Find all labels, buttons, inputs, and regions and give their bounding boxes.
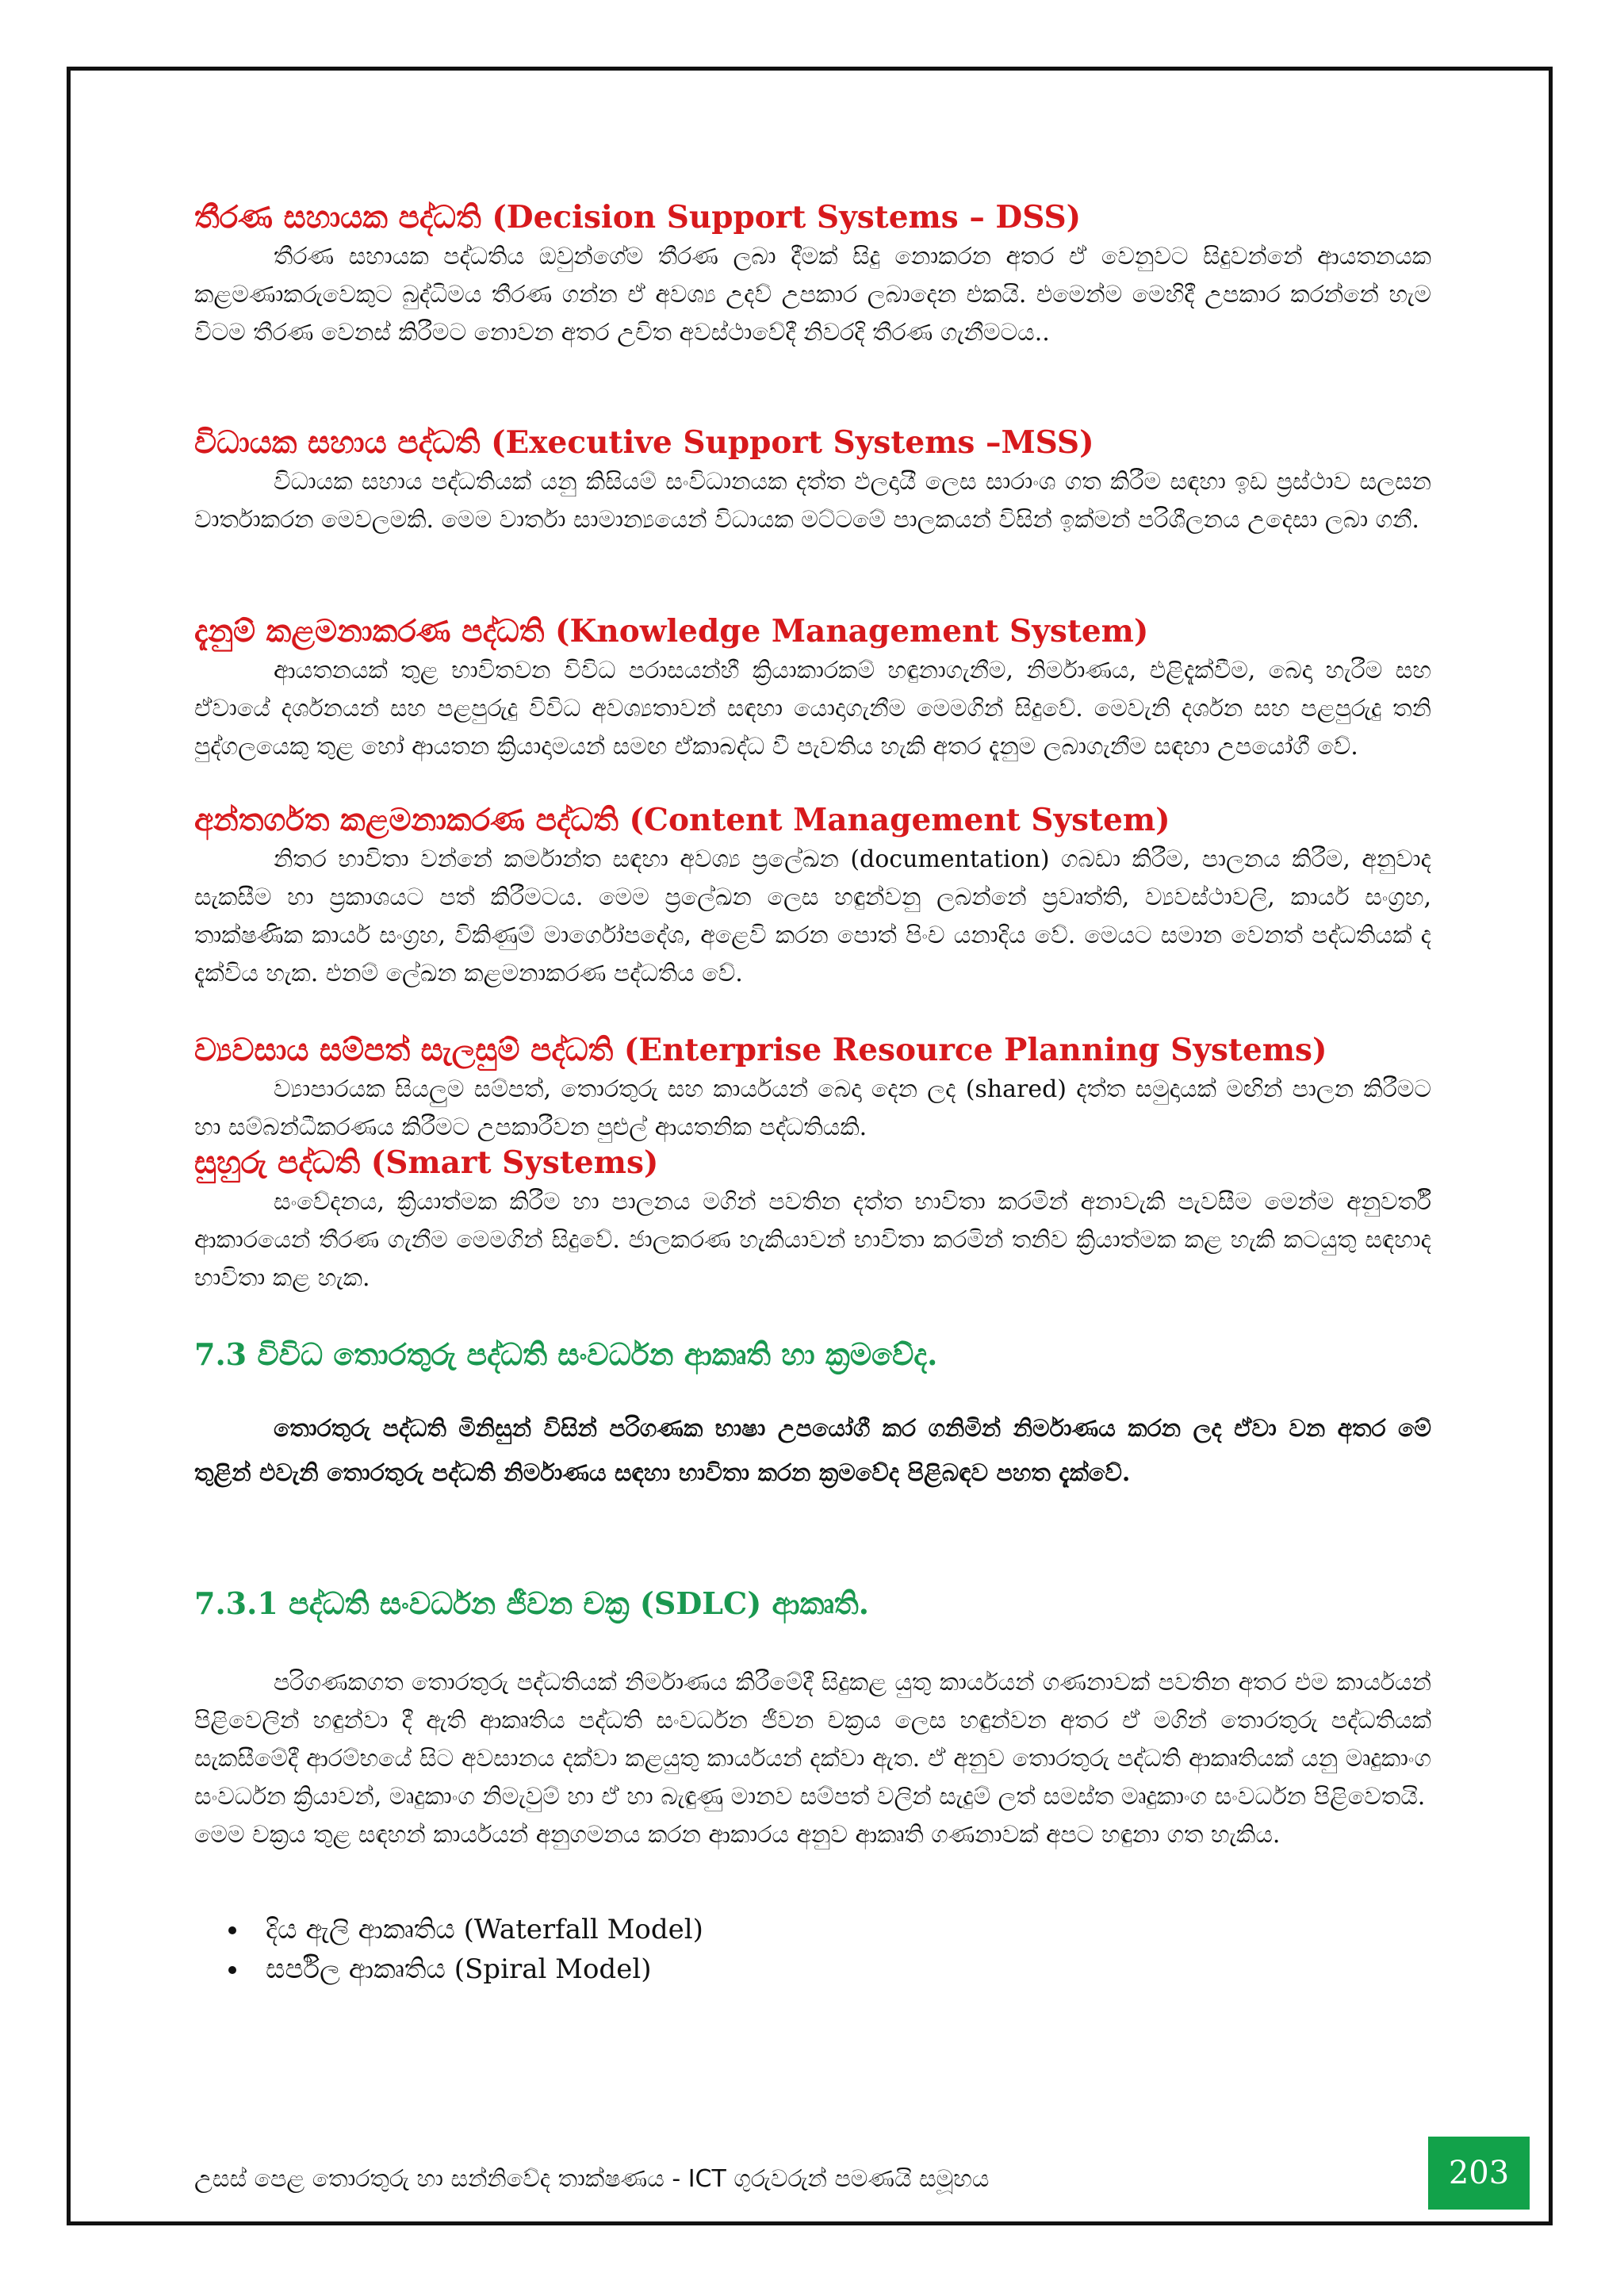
heading-number: 7.3.1 <box>194 1585 278 1621</box>
heading-sinhala: අන්තර්ගත කළමනාකරණ පද්ධති <box>194 802 619 838</box>
section-7-3-body: තොරතුරු පද්ධති මිනිසුන් විසින් පරිගණක භාෂා උපයෝගී කර ගනිමින් නිර්මාණය කරන ලද ඒවා වන අතර මේ තුළින් එවැනි තොරතුරු පද්ධති නිර්මාණය සඳහා භාවිතා කරන ක්‍රමවේද පිළිබඳව පහත දැක්වේ. <box>194 1415 1431 1487</box>
heading-sinhala: තීරණ සහායක පද්ධති <box>194 199 481 236</box>
section-body: විධායක සහාය පද්ධතියක් යනු කිසියම් සංවිධානයක දත්ත ඵලදායී ලෙස සාරාංශ ගත කිරීම සඳහා ඉඩ ප්‍රස්ථාව සලසන වාර්තාකරන මෙවලමකි. මෙම වාර්තා සාමාන්‍යයෙන් විධායක මට්ටමේ පාලකයන් විසින් ඉක්මන් පරිශීලනය උදෙසා ලබා ගනී. <box>194 468 1431 534</box>
list-item: • සර්පිල ආකෘතිය (Spiral Model) <box>250 1949 1431 1989</box>
section-heading <box>194 1142 1431 1183</box>
section-kms <box>194 611 1431 766</box>
heading-english: (Executive Support Systems –MSS) <box>491 424 1094 461</box>
section-7-3-heading <box>194 1334 1431 1375</box>
section-body: සංවේදනය, ක්‍රියාත්මක කිරීම හා පාලනය මගින් පවතින දත්ත භාවිතා කරමින් අනාවැකි පැවසීම මෙන්ම අනුවර්තී ආකාරයෙන් තීරණ ගැනීම මෙමගින් සිදුවේ. ජාලකරණ හැකියාවන් භාවිතා කරමින් තනිව ක්‍රියාත්මක කළ හැකි කටයුතු සඳහාද භාවිතා කළ හැක. <box>194 1188 1431 1292</box>
heading-sinhala: දැනුම් කළමනාකරණ පද්ධති <box>194 613 545 650</box>
section-ess <box>194 422 1431 539</box>
section-7-3-1-body-2: මෙම චක්‍රය තුළ සඳහන් කාර්යයන් අනුගමනය කරන ආකාරය අනුව ආකෘති ගණනාවක් අපට හඳුනා ගත හැකිය. <box>194 1821 1281 1849</box>
heading-text: පද්ධති සංවර්ධන ජීවන චක්‍ර <box>289 1585 630 1621</box>
heading-sinhala: සුහුරු පද්ධති <box>194 1144 361 1181</box>
heading-sinhala: ව්‍යවසාය සම්පත් සැලසුම් පද්ධති <box>194 1032 614 1068</box>
section-7-3-1 <box>194 1583 1431 1989</box>
heading-number: 7.3 <box>194 1336 247 1372</box>
section-heading <box>194 197 1431 238</box>
section-dss <box>194 197 1431 352</box>
section-body: නිතර භාවිතා වන්නේ කර්මාන්ත සඳහා අවශ්‍ය ප්‍රලේඛන (documentation) ගබඩා කිරීම, පාලනය කිරීම, අනුවාද සැකසීම හා ප්‍රකාශයට පත් කිරීමටය. මෙම ප්‍රලේඛන ලෙස හඳුන්වනු ලබන්නේ ප්‍රවෘත්ති, ව්‍යවස්ථාවලි, කාර්ය සංග්‍රහ, තාක්ෂණික කාර්ය සංග්‍රහ, විකිණුම් මාර්ගෝපදේශ, අළෙවි කරන පොත් පිංච යනාදිය වේ. මෙයට සමාන වෙනත් පද්ධතියක් ද දැක්විය හැක. එනම් ලේඛන කළමනාකරණ පද්ධතිය වේ. <box>194 845 1431 987</box>
section-heading <box>194 1029 1431 1071</box>
page-number-badge: 203 <box>1428 2137 1530 2210</box>
footer-text: උසස් පෙළ තොරතුරු හා සන්නිවේද තාක්ෂණය - ICT ගුරුවරුන් පමණයි සමූහය <box>194 2165 990 2193</box>
heading-english: (Content Management System) <box>629 802 1170 838</box>
heading-abbr: (SDLC) <box>639 1585 762 1621</box>
heading-sinhala: විධායක සහාය පද්ධති <box>194 424 481 461</box>
list-item: • දිය ඇලි ආකෘතිය (Waterfall Model) <box>250 1910 1431 1949</box>
section-body: තීරණ සහායක පද්ධතිය ඔවුන්ගේම තීරණ ලබා දීමක් සිදු නොකරන අතර ඒ වෙනුවට සිදුවන්නේ ආයතනයක කළමණාකරුවෙකුට බුද්ධිමය තීරණ ගන්න ඒ අවශ්‍ය උදව් උපකාර ලබාදෙන එකයි. එමෙන්ම මෙහිදී උපකාර කරන්නේ හැම විටම තීරණ වෙනස් කිරීමට නොවන අතර උචිත අවස්ථාවේදී නිවරදි තීරණ ගැනීමටය.. <box>194 243 1431 347</box>
heading-text: විවිධ තොරතුරු පද්ධති සංවර්ධන ආකෘති හා ක්‍රමවේද. <box>257 1336 938 1372</box>
section-7-3-1-heading <box>194 1583 1431 1624</box>
heading-suffix: ආකෘති. <box>772 1585 869 1621</box>
section-7-3 <box>194 1334 1431 1496</box>
section-7-3-1-body: පරිගණකගත තොරතුරු පද්ධතියක් නිර්මාණය කිරීමේදී සිදුකළ යුතු කාර්යයන් ගණනාවක් පවතින අතර එම කාර්යයන් පිළිවෙලින් හඳුන්වා දී ඇති ආකෘතිය පද්ධති සංවර්ධන ජීවන චක්‍රය ලෙස හඳුන්වන අතර ඒ මගින් තොරතුරු පද්ධතියක් සැකසීමේදී ආරම්භයේ සිට අවසානය දක්වා කළයුතු කාර්යයන් දක්වා ඇත. ඒ අනුව තොරතුරු පද්ධති ආකෘතියක් යනු මෘදුකාංග සංවර්ධන ක්‍රියාවන්, මෘදුකාංග නිමැවුම් හා ඒ හා බැඳුණු මානව සම්පත් වලින් සැදුම් ලත් සමස්ත මෘදුකාංග සංවර්ධන පිළිවෙතයි. <box>194 1669 1431 1811</box>
heading-english: (Enterprise Resource Planning Systems) <box>623 1032 1327 1068</box>
section-cms <box>194 799 1431 993</box>
section-erp <box>194 1029 1431 1147</box>
section-body: ව්‍යාපාරයක සියලුම සම්පත්, තොරතුරු සහ කාර්යයන් බෙදා දෙන ලද (shared) දත්ත සමුදායක් මඟින් පාලන කිරීමට හා සම්බන්ධීකරණය කිරීමට උපකාරීවන පුළුල් ආයතනික පද්ධතියකි. <box>194 1075 1431 1141</box>
section-body: ආයතනයක් තුළ භාවිතවන විවිධ පරාසයන්හී ක්‍රියාකාරකම් හඳුනාගැනීම, නිර්මාණය, එළිදැක්වීම, බෙදා හැරීම සහ ඒවායේ දර්ශනයන් සහ පළපුරුදු විවිධ අවශ්‍යතාවන් සඳහා යොදාගැනීම මෙමගින් සිදුවේ. මෙවැනි දර්ශන සහ පළපුරුදු තනි පුද්ගලයෙකු තුළ හෝ ආයතන ක්‍රියාදාමයන් සමඟ ඒකාබද්ධ වී පැවතිය හැකි අතර දැනුම ලබාගැනීම සඳහා උපයෝගී වේ. <box>194 657 1431 761</box>
section-heading <box>194 422 1431 463</box>
heading-english: (Knowledge Management System) <box>555 613 1149 650</box>
section-heading <box>194 799 1431 841</box>
model-list <box>194 1910 1431 1989</box>
section-smart <box>194 1142 1431 1297</box>
section-heading <box>194 611 1431 652</box>
heading-english: (Smart Systems) <box>370 1144 659 1181</box>
heading-english: (Decision Support Systems – DSS) <box>492 199 1082 236</box>
